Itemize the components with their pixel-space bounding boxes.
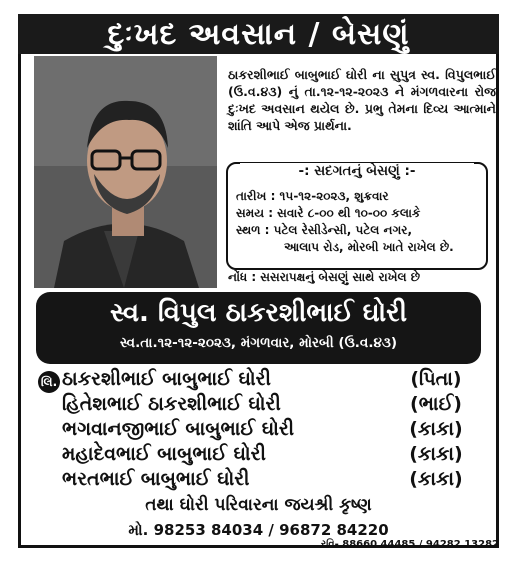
- relative-relation: (પિતા): [410, 367, 462, 390]
- relative-relation: (ભાઈ): [410, 392, 462, 415]
- besnu-time: સમય : સવારે ૮-૦૦ થી ૧૦-૦૦ કલાકે: [236, 206, 421, 220]
- deceased-photo: [34, 56, 217, 288]
- list-item: [62, 391, 480, 416]
- li-badge-icon: લિ.: [38, 371, 60, 393]
- family-greeting: તથા ઘોરી પરિવારના જયશ્રી કૃષ્ણ: [145, 495, 372, 515]
- contact-phone: મો. 98253 84034 / 96872 84220: [128, 521, 389, 539]
- relative-relation: (કાકા): [409, 442, 463, 465]
- list-item: [62, 366, 480, 391]
- besnu-place-line-2: આલાપ રોડ, મોરબી ખાતે રાખેલ છે.: [284, 240, 454, 254]
- portrait-illustration: [34, 56, 217, 288]
- besnu-date: તારીખ : ૧૫-૧૨-૨૦૨૩, શુક્રવાર: [236, 189, 389, 203]
- relative-name: ભગવાનજીભાઈ બાબુભાઈ ઘોરી: [62, 417, 295, 440]
- death-details: સ્વ.તા.૧૨-૧૨-૨૦૨૩, મંગળવાર, મોરબી (ઉ.વ.૪૩): [120, 335, 397, 351]
- relative-name: ઠાકરશીભાઈ બાબુભાઈ ઘોરી: [62, 367, 271, 390]
- besnu-heading: -: સદગતનું બેસણું :-: [240, 163, 474, 179]
- designer-credit: રવિ- 88660 44485 / 94282 13282: [320, 539, 499, 550]
- besnu-place: સ્થળ : પટેલ રેસીડેન્સી, પટેલ નગર,: [236, 223, 413, 237]
- intro-paragraph: ઠાકરશીભાઈ બાબુભાઈ ઘોરી ના સુપુત્ર સ્વ. વિપુલભાઈ (ઉ.વ.૪૩) નું તા.૧૨-૧૨-૨૦૨૩ ને મંગળવારના રોજ દુઃખદ અવસાન થયેલ છે. પ્રભુ તેમના દિવ્ય આત્માને શાંતિ આપે એજ પ્રાર્થના.: [228, 67, 496, 133]
- list-item: [62, 441, 480, 466]
- in-laws-note: નોંધ : સસરાપક્ષનું બેસણું સાથે રાખેલ છે: [228, 270, 421, 284]
- relative-name: મહાદેવભાઈ બાબુભાઈ ઘોરી: [62, 442, 266, 465]
- relative-name: ભરતભાઈ બાબુભાઈ ઘોરી: [62, 467, 250, 490]
- relative-relation: (કાકા): [409, 417, 463, 440]
- relative-relation: (કાકા): [409, 467, 463, 490]
- deceased-name: સ્વ. વિપુલ ઠાકરશીભાઈ ઘોરી: [109, 298, 408, 328]
- list-item: [62, 466, 480, 491]
- name-banner: [36, 292, 481, 364]
- list-item: [62, 416, 480, 441]
- besnu-info-box: [226, 162, 488, 270]
- relatives-list: [62, 366, 480, 491]
- relative-name: હિતેશભાઈ ઠાકરશીભાઈ ઘોરી: [62, 392, 281, 415]
- notice-title: દુઃખદ અવસાન / બેસણું: [18, 14, 499, 54]
